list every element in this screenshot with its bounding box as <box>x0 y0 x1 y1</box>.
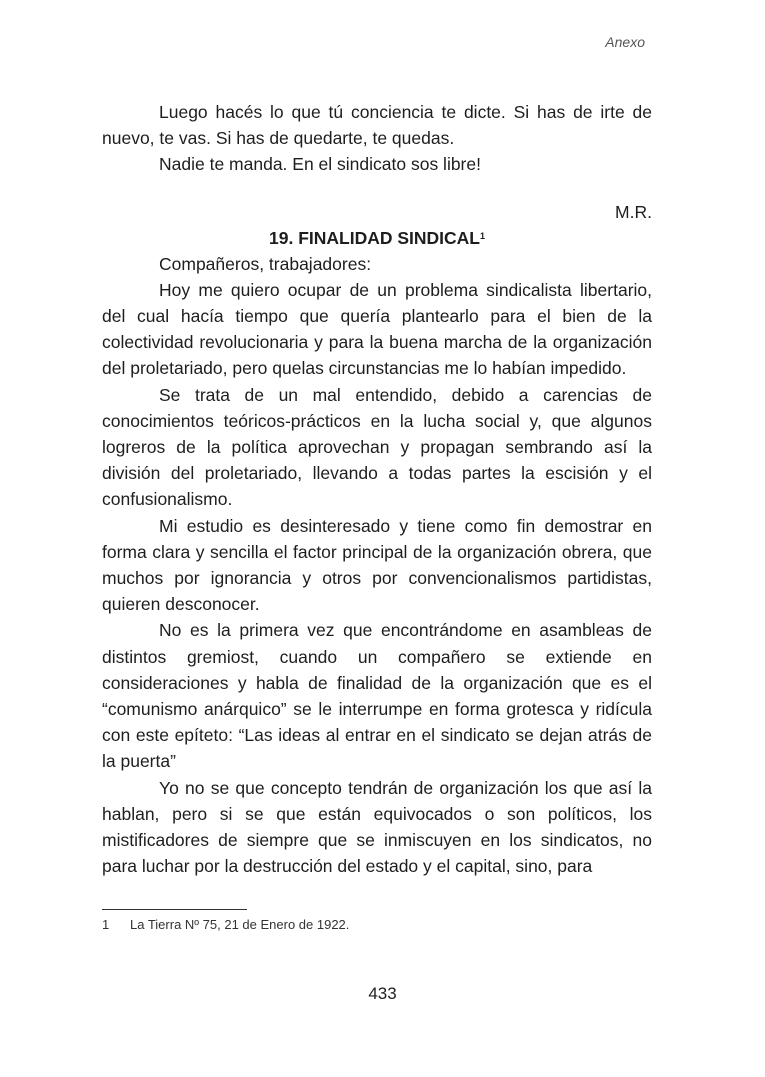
paragraph: No es la primera vez que encontrándome en asambleas de distintos gremiost, cuando un compañero se extiende en consideraciones y habla de finalidad de la organización que es el “comunismo anárquico” se le interrumpe en forma grotesca y ridícula con este epíteto: “Las ideas al entrar en el sindicato se dejan atrás de la puerta” <box>102 620 652 772</box>
main-text <box>102 99 652 879</box>
paragraph: Compañeros, trabajadores: <box>159 253 372 274</box>
paragraph: Hoy me quiero ocupar de un problema sindicalista libertario, del cual hacía tiempo que quería plantearlo para el bien de la colectividad revolucionaria y para la buena marcha de la organización del proletariado, pero quelas circunstancias me lo habían impedido. <box>102 279 652 379</box>
section-title-text: 19. FINALIDAD SINDICAL <box>269 227 480 248</box>
footnote-reference: 1 <box>479 230 485 241</box>
page-number: 433 <box>368 984 397 1003</box>
footnote-divider <box>102 909 247 910</box>
footnote <box>102 917 349 932</box>
paragraph: Yo no se que concepto tendrán de organización los que así la hablan, pero si se que están equivocados o son políticos, los mistificadores de siempre que se inmiscuyen en los sindicatos, no para luchar por la destrucción del estado y el capital, sino, para <box>102 777 652 877</box>
paragraph: Luego hacés lo que tú conciencia te dicte. Si has de irte de nuevo, te vas. Si has de quedarte, te quedas. <box>102 102 652 149</box>
paragraph: Mi estudio es desinteresado y tiene como fin demostrar en forma clara y sencilla el factor principal de la organización obrera, que muchos por ignorancia y otros por convencionalismos partidistas, quieren desconocer. <box>102 515 652 615</box>
footnote-text: La Tierra Nº 75, 21 de Enero de 1922. <box>130 917 350 932</box>
paragraph: Nadie te manda. En el sindicato sos libre! <box>159 154 481 175</box>
section-title <box>102 225 652 251</box>
paragraph: Se trata de un mal entendido, debido a carencias de conocimientos teóricos-prácticos en la lucha social y, que algunos logreros de la política aprovechan y propagan sembrando así la división del proletariado, llevando a todas partes la escisión y el confusionalismo. <box>102 384 652 510</box>
running-header: Anexo <box>605 34 645 50</box>
footnote-number: 1 <box>102 917 110 932</box>
signature: M.R. <box>615 201 652 222</box>
